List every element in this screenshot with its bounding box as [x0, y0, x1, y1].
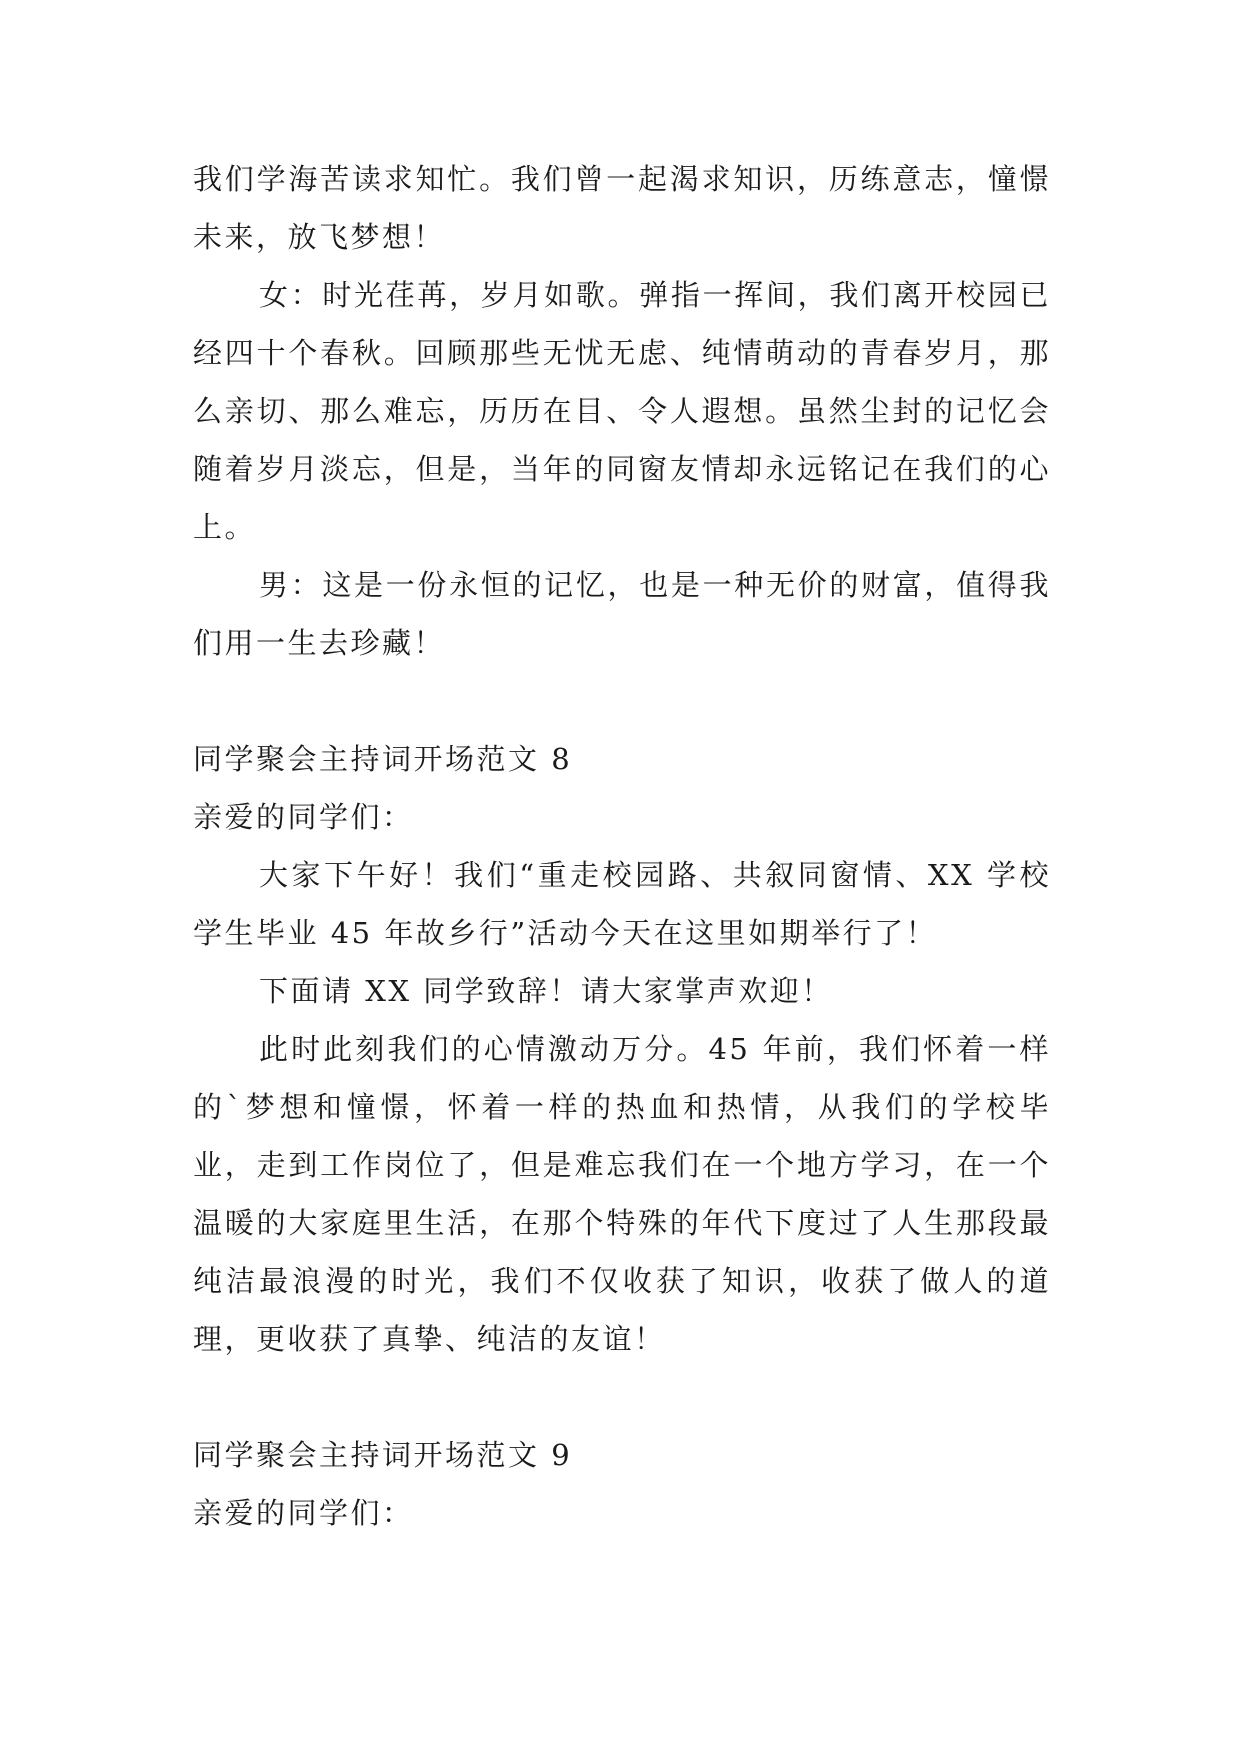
section-8-paragraph-1: 大家下午好！我们“重走校园路、共叙同窗情、XX 学校学生毕业 45 年故乡行”活动今天在这里如期举行了！	[193, 858, 1051, 950]
section-9-title: 同学聚会主持词开场范文 9	[193, 1438, 573, 1472]
section-8-greeting: 亲爱的同学们：	[193, 800, 414, 834]
paragraph-female-host: 女：时光荏苒，岁月如歌。弹指一挥间，我们离开校园已经四十个春秋。回顾那些无忧无虑、纯情萌动的青春岁月，那么亲切、那么难忘，历历在目、令人遐想。虽然尘封的记忆会随着岁月淡忘，但是，当年的同窗友情却永远铭记在我们的心上。	[193, 278, 1051, 544]
section-8-paragraph-3: 此时此刻我们的心情激动万分。45 年前，我们怀着一样的`梦想和憧憬，怀着一样的热血和热情，从我们的学校毕业，走到工作岗位了，但是难忘我们在一个地方学习，在一个温暖的大家庭里生活，在那个特殊的年代下度过了人生那段最纯洁最浪漫的时光，我们不仅收获了知识，收获了做人的道理，更收获了真挚、纯洁的友谊！	[193, 1032, 1051, 1356]
paragraph-continuation: 我们学海苦读求知忙。我们曾一起渴求知识，历练意志，憧憬未来，放飞梦想！	[193, 162, 1051, 254]
section-8-title: 同学聚会主持词开场范文 8	[193, 742, 573, 776]
section-gap	[193, 1368, 1051, 1426]
section-8-paragraph-2: 下面请 XX 同学致辞！请大家掌声欢迎！	[259, 974, 833, 1008]
section-gap	[193, 672, 1051, 730]
paragraph-male-host: 男：这是一份永恒的记忆，也是一种无价的财富，值得我们用一生去珍藏！	[193, 568, 1051, 660]
section-9-greeting: 亲爱的同学们：	[193, 1496, 414, 1530]
document-body	[193, 150, 1051, 1542]
